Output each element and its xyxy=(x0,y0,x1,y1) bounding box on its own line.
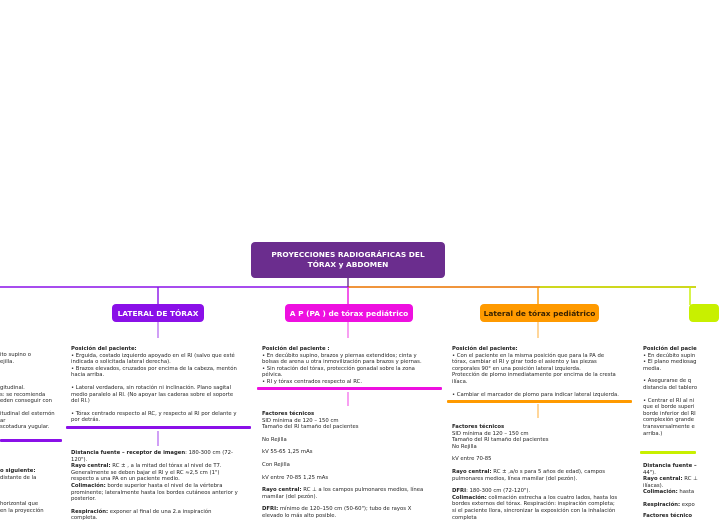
text-line: kV entre 70-85 1,25 mAs xyxy=(262,474,329,481)
text-heading: Posición del pacie xyxy=(643,346,697,352)
left-fragment-divider xyxy=(0,439,62,442)
text-line: • Asegurarse de q xyxy=(643,378,692,385)
text-heading: Posición del paciente: xyxy=(452,346,518,352)
text-line: • En decúbito supin xyxy=(643,352,696,359)
text-heading: Factores técnicos xyxy=(262,411,315,417)
text-line: distante de la xyxy=(0,474,37,481)
lateral-pediatrico-divider xyxy=(447,400,632,403)
branch-ap-pa-torax-pediatrico[interactable]: A P (PA ) de tórax pediátrico xyxy=(285,304,413,322)
text-line: complexión grande xyxy=(643,417,694,424)
lateral-torax-divider xyxy=(66,426,251,429)
text-heading: Colimación: xyxy=(71,482,106,489)
text-line: kV entre 70-85 xyxy=(452,456,492,463)
text-value: RC ± ,a/o s para 5 años de edad), campos xyxy=(491,468,605,475)
text-value: : 180-300 cm (72-120"). xyxy=(466,488,531,495)
text-line: ilíacas). xyxy=(643,482,664,489)
text-value: RC ± , a la mitad del tórax al nivel de T7. xyxy=(110,463,222,470)
text-line: prominente; lateralmente hasta los bordes cutáneos anterior y xyxy=(71,489,238,496)
text-line: corporales 90° en una posición lateral izquierda. xyxy=(452,365,581,372)
text-heading: Colimación: xyxy=(643,489,678,496)
text-heading: Colimación: xyxy=(452,494,487,501)
root-topic[interactable]: PROYECCIONES RADIOGRÁFICAS DEL TÓRAX y ABDOMEN xyxy=(251,242,445,278)
text-line: media. xyxy=(643,365,662,372)
text-line: bordes externos del tórax. Respiración: inspiración completa; xyxy=(452,501,615,508)
text-line: eden conseguir con xyxy=(0,398,53,405)
text-line: arriba.) xyxy=(643,430,663,437)
lateral-pediatrico-position-text xyxy=(452,346,634,398)
text-line: Con Rejilla xyxy=(262,461,290,468)
text-line: SID mínima de 120 – 150 cm xyxy=(262,417,339,424)
text-line: respecto a una PA en un paciente medio. xyxy=(71,476,180,483)
text-line: distancia del tablero xyxy=(643,384,698,391)
text-heading: Rayo central: xyxy=(452,468,492,475)
text-line: borde inferior del RI xyxy=(643,410,696,417)
text-line: si el paciente llora, sincronizar la exposición con la inhalación xyxy=(452,507,616,514)
text-line: pélvica. xyxy=(262,372,283,379)
text-heading: Distancia fuente – receptor de imagen xyxy=(71,450,186,456)
branch-partial-right[interactable] xyxy=(689,304,719,322)
text-line: • El plano mediosag xyxy=(643,359,697,366)
partial-column-divider xyxy=(640,451,696,454)
text-line: ito supino o xyxy=(0,352,31,358)
text-line: que el borde superi xyxy=(643,404,695,411)
partial-column-position-text xyxy=(643,346,696,437)
text-line: mamilar (del pezón). xyxy=(262,493,318,500)
text-line: 120"). xyxy=(71,456,88,463)
text-line: completa xyxy=(452,514,477,521)
text-heading: Factores técnicos xyxy=(452,424,505,430)
text-line: completa. xyxy=(71,515,98,522)
text-value: colimación estrecha a los cuatro lados, hasta los xyxy=(486,494,618,501)
text-value: expo xyxy=(680,501,695,508)
text-line: • Centrar el RI al ni xyxy=(643,397,695,404)
text-value: mínimo de 120–150 cm (50-60"); tubo de rayos X xyxy=(278,506,412,513)
text-line: horizontal que xyxy=(0,501,39,508)
text-heading: Posición del paciente: xyxy=(71,346,137,352)
text-line: • Lateral verdadera, sin rotación ni inclinación. Plano sagital xyxy=(71,384,231,391)
text-heading: Respiración: xyxy=(643,501,681,508)
text-line: No Rejilla xyxy=(452,443,477,450)
ap-pa-position-text xyxy=(262,346,442,386)
text-line: ar xyxy=(0,417,6,424)
text-line: transversalmente e xyxy=(643,423,695,430)
text-line: 44"). xyxy=(643,469,656,476)
text-line: bolsas de arena u otra inmovilización para brazos y piernas. xyxy=(262,359,422,366)
text-line: Tamaño del RI tamaño del pacientes xyxy=(452,437,549,444)
lateral-pediatrico-technique-text xyxy=(452,424,634,521)
partial-column-technique-text xyxy=(643,463,696,519)
text-line: • Brazos elevados, cruzados por encima de la cabeza, mentón xyxy=(71,365,237,372)
text-line: Protección de plomo inmediatamente por encima de la cresta xyxy=(452,372,616,379)
text-heading: Respiración: xyxy=(71,508,109,515)
text-line: Generalmente se deben bajar el RI y el RC ≈2,5 cm (1") xyxy=(71,469,220,476)
left-fragment-text xyxy=(0,352,64,431)
text-value: : 180-300 cm (72- xyxy=(185,450,233,456)
text-heading: DFRI: xyxy=(262,506,279,513)
text-heading: Rayo central: xyxy=(71,463,111,470)
text-value: RC ⊥ a los campos pulmonares medios, línea xyxy=(301,487,424,494)
branch-lateral-torax[interactable]: LATERAL DE TÓRAX xyxy=(112,304,204,322)
text-value: hasta xyxy=(677,489,695,496)
text-line: • Cambiar el marcador de plomo para indicar lateral izquierda. xyxy=(452,391,619,398)
text-value: exponer al final de una 2.a inspiración xyxy=(108,508,212,515)
text-line: elevado lo más alto posible. xyxy=(262,512,337,519)
text-heading: Rayo central: xyxy=(643,476,683,483)
text-line: itudinal del esternón xyxy=(0,410,55,417)
text-line: por detrás. xyxy=(71,417,101,424)
text-line: gitudinal. xyxy=(0,385,25,392)
text-line: indicada o solicitada lateral derecha). xyxy=(71,359,171,366)
text-heading: o siguiente: xyxy=(0,468,36,474)
text-line: ejilla. xyxy=(0,358,15,365)
text-value: RC ⊥ xyxy=(682,476,698,483)
text-line: • RI y tórax centrados respecto al RC. xyxy=(262,378,363,385)
text-line: pulmonares medios, línea mamilar (del pezón). xyxy=(452,475,578,482)
text-line: • Tórax centrado respecto al RC, y respecto al RI por delante y xyxy=(71,410,237,417)
text-heading: DFRI xyxy=(452,488,467,495)
text-line: • En decúbito supino, brazos y piernas extendidos; cinta y xyxy=(262,352,417,359)
text-heading: Distancia fuente – xyxy=(643,463,697,469)
text-heading: Posición del paciente : xyxy=(262,346,330,352)
text-line: kV 55-65 1,25 mAs xyxy=(262,449,313,456)
text-line: posterior. xyxy=(71,496,96,503)
text-line: • Con el paciente en la misma posición que para la PA de xyxy=(452,352,605,359)
text-line: • Erguida, costado izquierdo apoyado en el RI (salvo que esté xyxy=(71,352,235,359)
lateral-torax-technique-text xyxy=(71,450,251,522)
text-line: • Sin rotación del tórax, protección gonadal sobre la zona xyxy=(262,365,415,372)
text-heading: Factores técnico xyxy=(643,512,693,519)
left-fragment-text-2 xyxy=(0,468,64,514)
branch-lateral-torax-pediatrico[interactable]: Lateral de tórax pediátrico xyxy=(480,304,599,322)
text-line: SID mínima de 120 – 150 cm xyxy=(452,430,529,437)
ap-pa-divider xyxy=(257,387,442,390)
text-line: medio paralelo al RI. (No apoyar las caderas sobre el soporte xyxy=(71,391,234,398)
text-line: No Rejilla xyxy=(262,436,287,443)
text-value: borde superior hasta el nivel de la vértebra xyxy=(105,482,223,489)
text-line: en la proyección xyxy=(0,507,44,514)
lateral-torax-position-text xyxy=(71,346,251,424)
text-line: s: se recomienda xyxy=(0,391,46,398)
text-heading: Rayo central: xyxy=(262,487,302,494)
text-line: tórax, cambiar el RI y girar todo el asiento y las piezas xyxy=(452,359,597,366)
text-line: ilíaca. xyxy=(452,378,468,385)
text-line: del RI.) xyxy=(71,398,90,405)
text-line: hacia arriba. xyxy=(71,372,105,379)
text-line: scotadura yugular. xyxy=(0,424,50,431)
text-line: Tamaño del RI tamaño del pacientes xyxy=(262,424,359,431)
ap-pa-technique-text xyxy=(262,411,442,520)
